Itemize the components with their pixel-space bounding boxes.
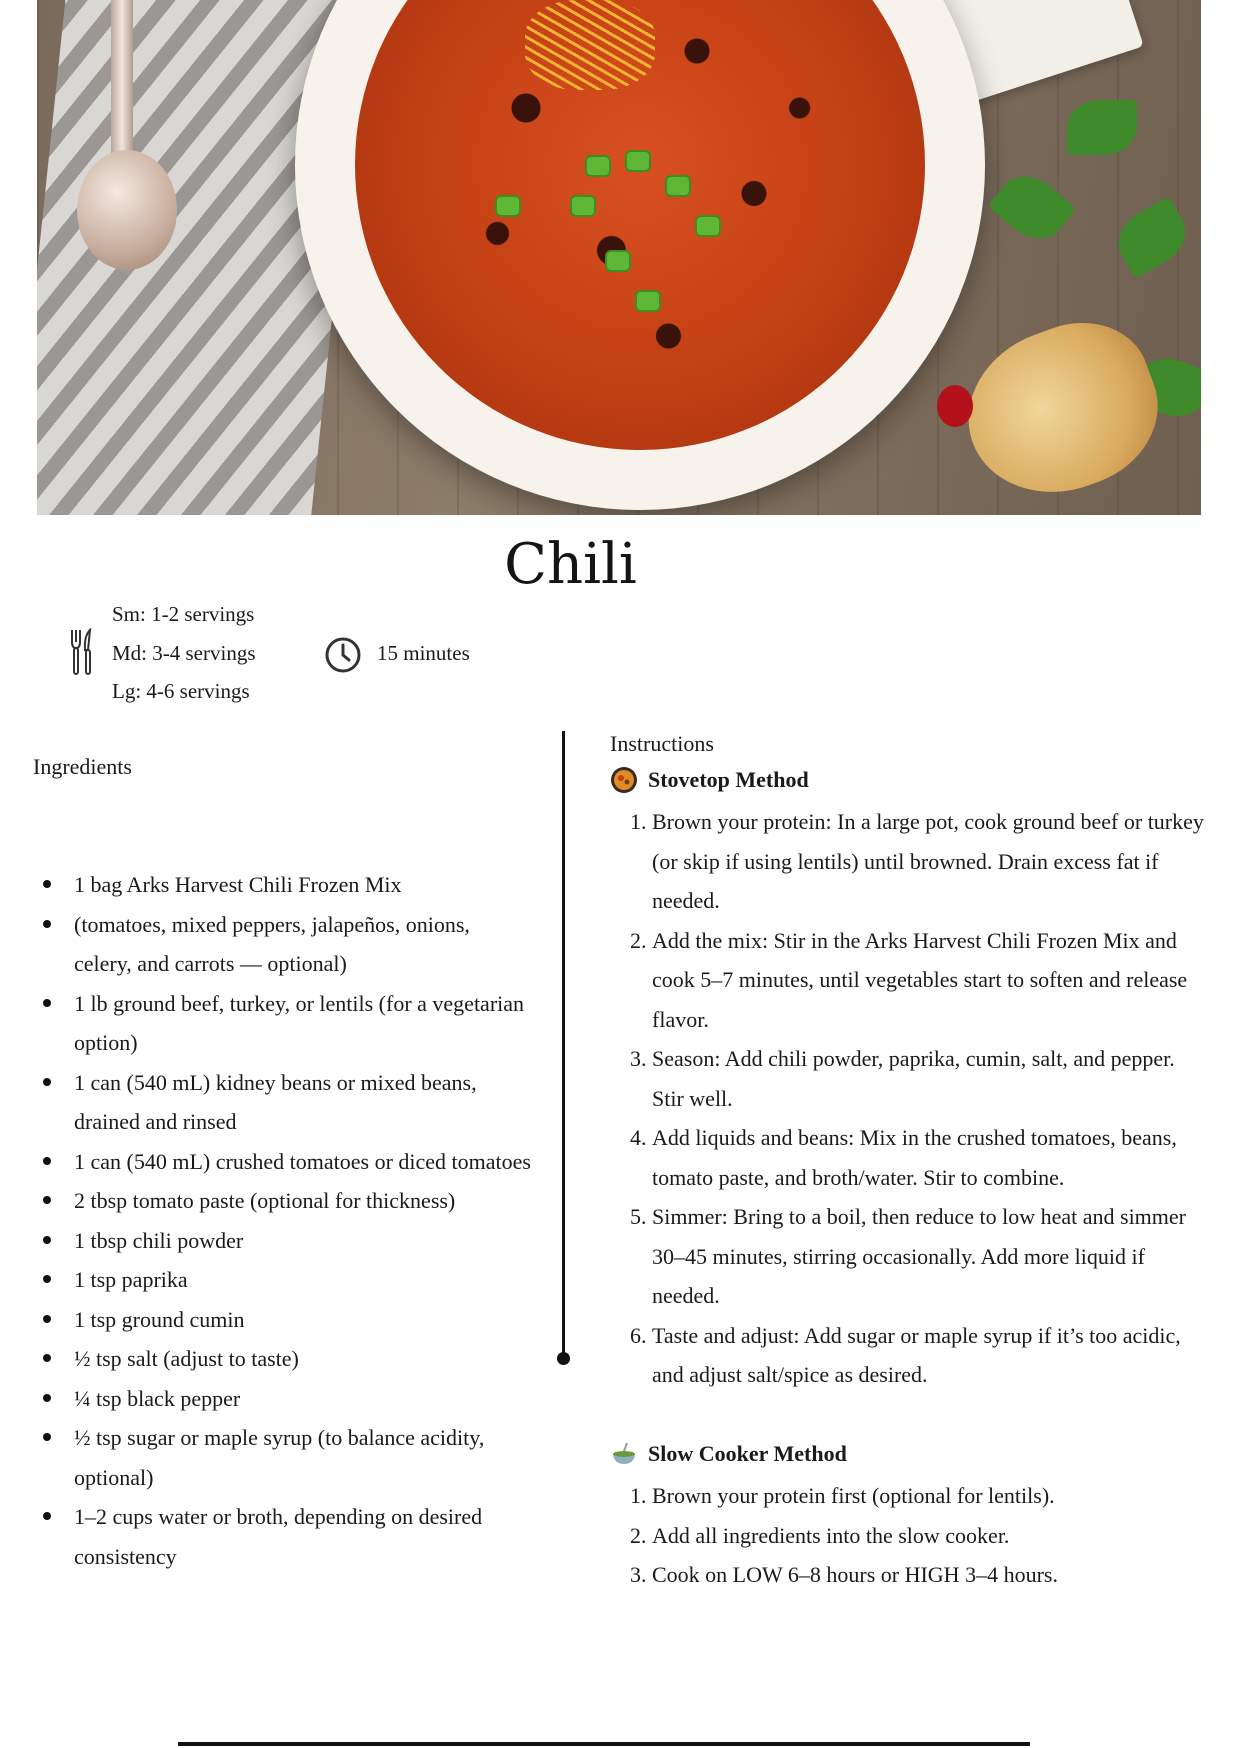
list-item: 2. Add all ingredients into the slow cooker.	[630, 1522, 1010, 1548]
spoon-bowl	[77, 150, 177, 270]
step-text: Season: Add chili powder, paprika, cumin, salt, and pepper. Stir well.	[652, 1046, 1175, 1111]
step-text: Taste and adjust: Add sugar or maple syrup if it’s too acidic, and adjust salt/spice as desired.	[652, 1322, 1181, 1387]
step-text: Brown your protein: In a large pot, cook ground beef or turkey (or skip if using lentils) until browned. Drain excess fat if needed.	[652, 809, 1204, 913]
cilantro	[1067, 100, 1137, 155]
servings-large: Lg: 4-6 servings	[112, 679, 250, 703]
instructions-heading: Instructions	[610, 731, 714, 756]
servings-medium: Md: 3-4 servings	[112, 641, 256, 665]
list-item: 6. Taste and adjust: Add sugar or maple syrup if it’s too acidic, and adjust salt/spice as desired.	[630, 1322, 1181, 1387]
list-item: 2 tbsp tomato paste (optional for thickness)	[33, 1181, 533, 1221]
spoon	[111, 0, 133, 170]
scallion	[695, 215, 721, 237]
step-text: Cook on LOW 6–8 hours or HIGH 3–4 hours.	[652, 1562, 1058, 1587]
list-item: 2. Add the mix: Stir in the Arks Harvest Chili Frozen Mix and cook 5–7 minutes, until vegetables start to soften and release flavor.	[630, 927, 1188, 1032]
list-item: 1 can (540 mL) kidney beans or mixed beans, drained and rinsed	[33, 1063, 533, 1142]
list-item: ½ tsp salt (adjust to taste)	[33, 1339, 533, 1379]
scallion	[635, 290, 661, 312]
scallion	[665, 175, 691, 197]
scallion	[570, 195, 596, 217]
list-item: 1–2 cups water or broth, depending on desired consistency	[33, 1497, 533, 1576]
stovetop-method-title: Stovetop Method	[648, 767, 809, 792]
scallion	[585, 155, 611, 177]
recipe-title: Chili	[504, 532, 637, 597]
slow-cooker-method-title: Slow Cooker Method	[648, 1441, 847, 1466]
step-text: Simmer: Bring to a boil, then reduce to low heat and simmer 30–45 minutes, stirring occasionally. Add more liquid if needed.	[652, 1204, 1186, 1308]
list-item: 3. Season: Add chili powder, paprika, cumin, salt, and pepper. Stir well.	[630, 1046, 1175, 1111]
cilantro	[988, 164, 1077, 251]
list-item: 1 tsp ground cumin	[33, 1300, 533, 1340]
scallion	[605, 250, 631, 272]
step-text: Add all ingredients into the slow cooker.	[652, 1522, 1010, 1548]
cherry-tomato	[937, 385, 973, 427]
divider-end-dot	[557, 1352, 570, 1365]
list-item: 1 lb ground beef, turkey, or lentils (for a vegetarian option)	[33, 984, 533, 1063]
shredded-cheese	[525, 0, 655, 90]
list-item: 5. Simmer: Bring to a boil, then reduce to low heat and simmer 30–45 minutes, stirring occasionally. Add more liquid if needed.	[630, 1204, 1186, 1308]
list-item: 1 bag Arks Harvest Chili Frozen Mix	[33, 865, 533, 905]
list-item: 3. Cook on LOW 6–8 hours or HIGH 3–4 hours.	[630, 1562, 1058, 1587]
list-item: 1. Brown your protein: In a large pot, cook ground beef or turkey (or skip if using lentils) until browned. Drain excess fat if needed.	[630, 809, 1204, 913]
ingredients-heading: Ingredients	[33, 754, 132, 779]
list-item: 1 tsp paprika	[33, 1260, 533, 1300]
list-item: 1 tbsp chili powder	[33, 1221, 533, 1261]
list-item: ¼ tsp black pepper	[33, 1379, 533, 1419]
list-item: (tomatoes, mixed peppers, jalapeños, onions, celery, and carrots — optional)	[33, 905, 533, 984]
hero-photo-chili-bowl	[37, 0, 1201, 515]
bread-slice	[945, 302, 1178, 515]
stovetop-method-heading	[610, 766, 809, 794]
list-item: 4. Add liquids and beans: Mix in the crushed tomatoes, beans, tomato paste, and broth/water. Stir to combine.	[630, 1125, 1177, 1190]
bottom-rule	[178, 1742, 1030, 1746]
cook-time: 15 minutes	[377, 641, 470, 665]
step-text: Add the mix: Stir in the Arks Harvest Chili Frozen Mix and cook 5–7 minutes, until vegetables start to soften and release flavor.	[652, 927, 1188, 1032]
pot-of-food-icon	[610, 766, 638, 794]
column-divider	[562, 731, 565, 1361]
clock-icon	[324, 636, 362, 674]
stovetop-steps	[610, 802, 1210, 1395]
list-item: 1. Brown your protein first (optional for lentils).	[630, 1483, 1055, 1508]
fork-knife-icon	[70, 628, 94, 676]
list-item: 1 can (540 mL) crushed tomatoes or diced tomatoes	[33, 1142, 533, 1182]
slow-cooker-steps	[610, 1476, 1210, 1595]
slow-cooker-method-heading	[610, 1440, 847, 1468]
step-text: Brown your protein first (optional for lentils).	[652, 1483, 1055, 1508]
scallion	[495, 195, 521, 217]
servings-small: Sm: 1-2 servings	[112, 602, 255, 626]
list-item: ½ tsp sugar or maple syrup (to balance acidity, optional)	[33, 1418, 533, 1497]
step-text: Add liquids and beans: Mix in the crushed tomatoes, beans, tomato paste, and broth/water. Stir to combine.	[652, 1125, 1177, 1190]
bowl-with-spoon-icon	[610, 1440, 638, 1468]
scallion	[625, 150, 651, 172]
bowl	[295, 0, 985, 510]
ingredients-list	[33, 865, 533, 1576]
cilantro	[1108, 196, 1196, 279]
